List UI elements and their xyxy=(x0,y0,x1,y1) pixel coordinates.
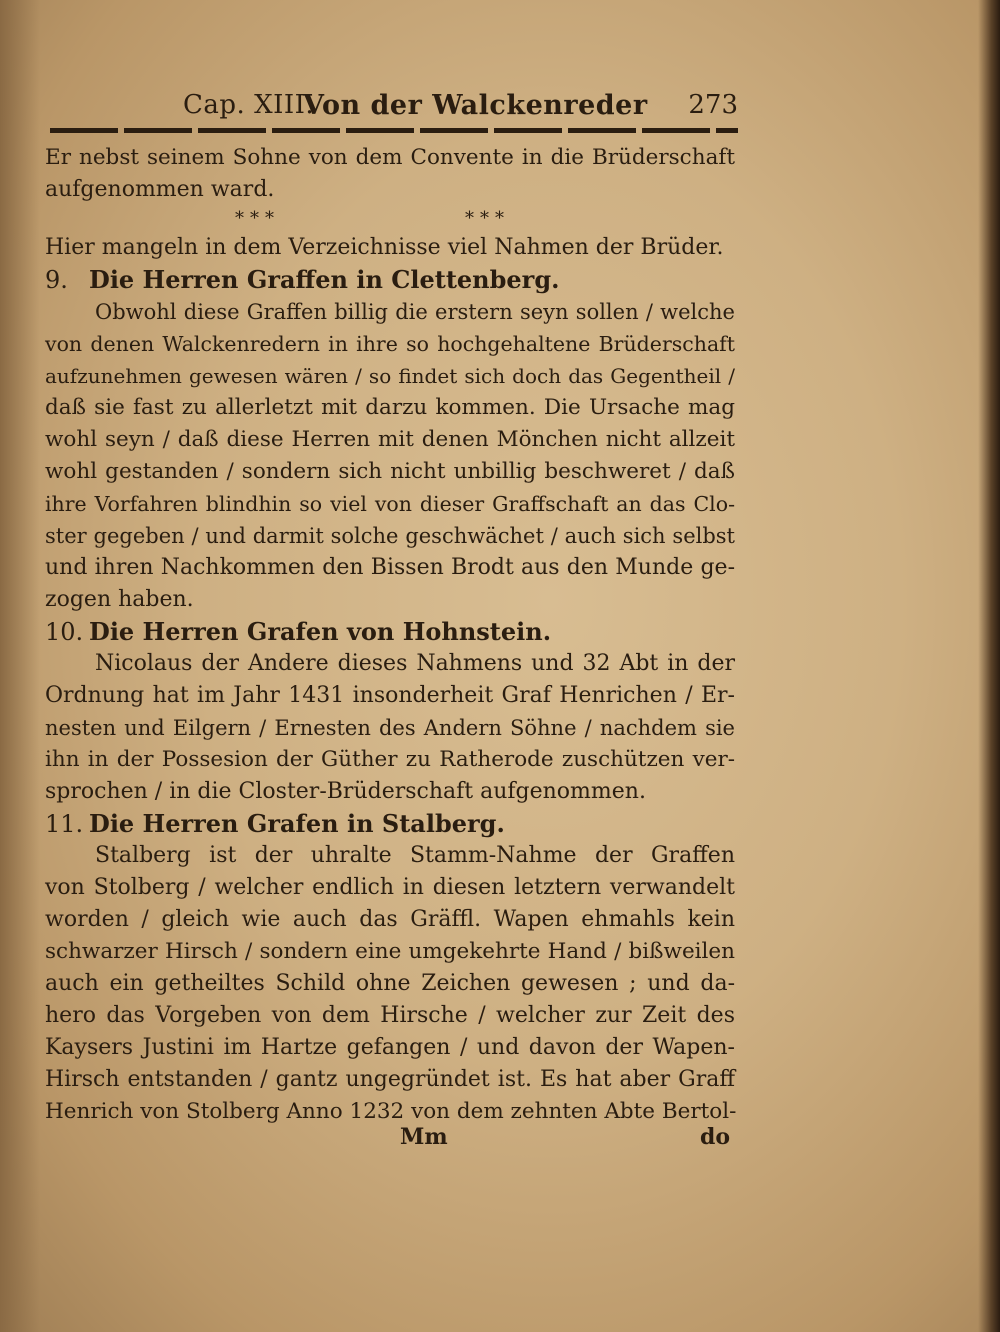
section-number: 9. xyxy=(45,266,68,294)
text-line: Er nebst seinem Sohne von dem Convente in die Brüderschaft xyxy=(45,145,735,170)
text-line: nesten und Eilgern / Ernesten des Andern Söhne / nachdem sie xyxy=(45,716,735,740)
star-separator xyxy=(45,206,735,232)
text-line: Henrich von Stolberg Anno 1232 von dem zehnten Abte Bertol- xyxy=(45,1099,737,1124)
section-number: 11. xyxy=(45,810,84,838)
text-line: wohl seyn / daß diese Herren mit denen Mönchen nicht allzeit xyxy=(45,427,735,452)
text-line: aufgenommen ward. xyxy=(45,177,275,202)
text-line: Kaysers Justini im Hartze gefangen / und davon der Wapen- xyxy=(45,1035,735,1060)
text-line: hero das Vorgeben von dem Hirsche / welcher zur Zeit des xyxy=(45,1003,735,1028)
chapter-label: Cap. XIII. xyxy=(183,90,315,120)
text-line: wohl gestanden / sondern sich nicht unbillig beschweret / daß xyxy=(45,459,735,484)
section-title: Die Herren Grafen von Hohnstein. xyxy=(89,617,552,646)
text-line: Stalberg ist der uhralte Stamm-Nahme der Graffen xyxy=(95,843,735,868)
text-line: schwarzer Hirsch / sondern eine umgekehrte Hand / bißweilen xyxy=(45,939,735,964)
text-line: auch ein getheiltes Schild ohne Zeichen gewesen ; und da- xyxy=(45,971,735,996)
signature-mark: Mm xyxy=(400,1124,448,1150)
text-line: daß sie fast zu allerletzt mit darzu kommen. Die Ursache mag xyxy=(45,395,735,420)
page-number: 273 xyxy=(688,90,738,120)
text-line: und ihren Nachkommen den Bissen Brodt aus den Munde ge- xyxy=(45,555,735,580)
text-line: von Stolberg / welcher endlich in diesen letztern verwandelt xyxy=(45,875,735,900)
asterism-left: *** xyxy=(235,208,280,229)
text-line: sprochen / in die Closter-Brüderschaft aufgenommen. xyxy=(45,779,646,804)
text-line: Nicolaus der Andere dieses Nahmens und 32 Abt in der xyxy=(95,651,735,676)
text-line: worden / gleich wie auch das Gräffl. Wapen ehmahls kein xyxy=(45,907,735,932)
catchword: do xyxy=(700,1124,731,1150)
section-title: Die Herren Grafen in Stalberg. xyxy=(89,809,505,838)
text-line: von denen Walckenredern in ihre so hochgehaltene Brüderschaft xyxy=(45,332,735,356)
section-title: Die Herren Graffen in Clettenberg. xyxy=(89,265,560,294)
text-line: Hier mangeln in dem Verzeichnisse viel Nahmen der Brüder. xyxy=(45,235,724,260)
section-number: 10. xyxy=(45,618,84,646)
text-line: Obwohl diese Graffen billig die erstern seyn sollen / welche xyxy=(95,300,735,324)
running-header xyxy=(183,88,738,128)
running-title: Von der Walckenreder xyxy=(303,90,648,121)
text-line: ster gegeben / und darmit solche geschwächet / auch sich selbst xyxy=(45,524,735,548)
text-line: Ordnung hat im Jahr 1431 insonderheit Graf Henrichen / Er- xyxy=(45,683,735,708)
section-heading xyxy=(45,808,735,840)
text-line: Hirsch entstanden / gantz ungegründet ist. Es hat aber Graff xyxy=(45,1067,735,1092)
text-line: aufzunehmen gewesen wären / so findet sich doch das Gegentheil / xyxy=(45,364,735,388)
text-line: ihre Vorfahren blindhin so viel von dieser Graffschaft an das Clo- xyxy=(45,492,735,516)
body-text xyxy=(45,142,735,1128)
section-heading xyxy=(45,264,735,296)
asterism-right: *** xyxy=(465,208,510,229)
text-line: zogen haben. xyxy=(45,587,194,612)
text-line: ihn in der Possesion der Güther zu Ratherode zuschützen ver- xyxy=(45,747,735,772)
section-heading xyxy=(45,616,735,648)
header-rule xyxy=(50,128,738,133)
